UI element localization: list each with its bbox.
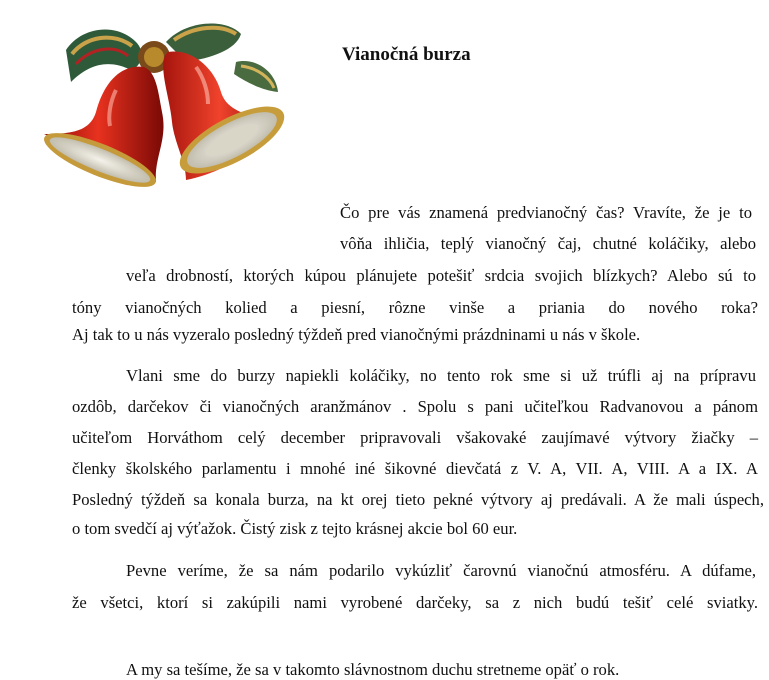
paragraph-1-line-4: tóny vianočných kolied a piesní, rôzne vinše a priania do nového roka? xyxy=(72,298,758,317)
paragraph-1-line-3: veľa drobností, ktorých kúpou plánujete potešiť srdcia svojich blízkych? Alebo sú to xyxy=(126,266,756,285)
christmas-bells-image xyxy=(36,12,291,197)
paragraph-2-line-2: ozdôb, darčekov či vianočných aranžmánov . Spolu s pani učiteľkou Radvanovou a pánom xyxy=(72,397,758,416)
paragraph-1-line-1: Čo pre vás znamená predvianočný čas? Vravíte, že je to xyxy=(340,203,752,222)
paragraph-2-line-6: o tom svedčí aj výťažok. Čistý zisk z tejto krásnej akcie bol 60 eur. xyxy=(72,519,518,538)
closing-line: A my sa tešíme, že sa v takomto slávnostnom duchu stretneme opäť o rok. xyxy=(126,660,620,679)
paragraph-2-line-4: členky školského parlamentu i mnohé iné šikovné dievčatá z V. A, VII. A, VIII. A a IX. A xyxy=(72,459,758,478)
article-title: Vianočná burza xyxy=(342,44,471,65)
paragraph-3-line-1: Pevne veríme, že sa nám podarilo vykúzliť čarovnú vianočnú atmosféru. A dúfame, xyxy=(126,561,756,580)
paragraph-2-line-3: učiteľom Horváthom celý december pripravovali všakovaké zaujímavé výtvory žiačky – xyxy=(72,428,758,447)
paragraph-1-line-5: Aj tak to u nás vyzeralo posledný týždeň pred vianočnými prázdninami u nás v škole. xyxy=(72,325,641,344)
paragraph-2-line-1: Vlani sme do burzy napiekli koláčiky, no tento rok sme si už trúfli aj na prípravu xyxy=(126,366,756,385)
paragraph-3-line-2: že všetci, ktorí si zakúpili nami vyrobené darčeky, sa z nich budú tešiť celé sviatky. xyxy=(72,593,758,612)
paragraph-2-line-5: Posledný týždeň sa konala burza, na kt orej tieto pekné výtvory aj predávali. A že mali úspech, xyxy=(72,490,764,509)
paragraph-1-line-2: vôňa ihličia, teplý vianočný čaj, chutné koláčiky, alebo xyxy=(340,234,756,253)
